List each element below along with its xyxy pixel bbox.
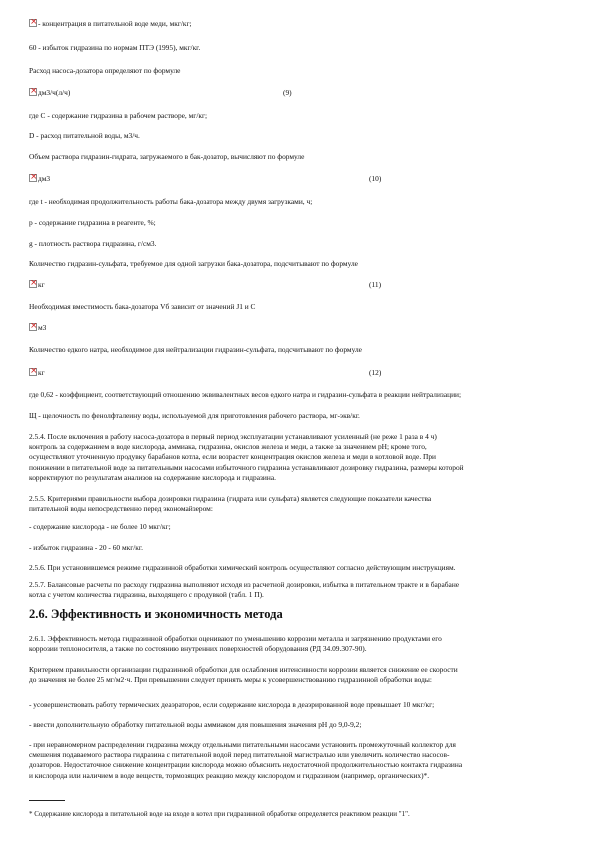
broken-image-icon: [29, 88, 37, 96]
text-line: Необходимая вместимость бака-дозатора Vб зависит от значений J1 и C: [29, 302, 256, 311]
equation-number: (11): [369, 280, 382, 289]
broken-image-icon: [29, 323, 37, 331]
broken-image-icon: [29, 19, 37, 27]
formula-line: ×кг: [29, 280, 573, 291]
formula-line: ×м3: [29, 323, 573, 334]
section-heading: 2.6. Эффективность и экономичность метода: [29, 607, 283, 621]
formula-line: ×дм3: [29, 174, 573, 185]
broken-image-icon: [29, 280, 37, 288]
text-line: Количество гидразин-сульфата, требуемое для одной загрузки бака-дозатора, подсчитывают по формуле: [29, 259, 358, 268]
text-line: где C - содержание гидразина в рабочем растворе, мг/кг;: [29, 111, 208, 120]
text-line: p - содержание гидразина в реагенте, %;: [29, 218, 156, 227]
equation-number: (9): [283, 88, 292, 97]
text-line: 60 - избыток гидразина по нормам ПТЭ (1995), мкг/кг.: [29, 43, 201, 52]
text-line: Объем раствора гидразин-гидрата, загружаемого в бак-дозатор, вычисляют по формуле: [29, 152, 305, 161]
footnote: * Содержание кислорода в питательной воде на входе в котел при гидразинной обработке определяется реактивом реакции "1".: [29, 810, 410, 818]
paragraph-2-5-6: 2.5.6. При установившемся режиме гидразинной обработки химический контроль осуществляют согласно действующим инструкциям.: [29, 563, 456, 572]
list-item: - ввести дополнительную обработку питательной воды аммиаком для повышения значения pH до 9,0-9,2;: [29, 720, 362, 729]
equation-number: (12): [369, 368, 382, 377]
paragraph-criterion: Критерием правильности организации гидразинной обработки для ослабления интенсивности коррозии является снижение ее скорости до значения не более 25 мг/м2·ч. При превышении следует принять меры к усовершенствованию гидразинной обработки воды:: [29, 665, 458, 685]
paragraph-2-5-4: 2.5.4. После включения в работу насоса-дозатора в первый период эксплуатации устанавливают усиленный (не реже 1 раза в 4 ч) контроль за содержанием в воде кислорода, аммиака, гидразина, окислов железа и меди, а также за значением pH; кроме того, осуществляют уточненную продувку барабанов котла, если возрастет концентрация окислов железа и меди в котловой воде. При понижении в питательной воде за питательными насосами избыточного гидразина устанавливают дозировку гидразина, размеры которой корректируют по результатам анализов на содержание кислорода и гидразина.: [29, 432, 464, 482]
footnote-divider: [29, 800, 65, 801]
paragraph-2-5-5: 2.5.5. Критериями правильности выбора дозировки гидразина (гидрата или сульфата) является следующие показатели качества питательной воды непосредственно перед экономайзером:: [29, 494, 432, 514]
list-item: - избыток гидразина - 20 - 60 мкг/кг.: [29, 543, 143, 552]
formula-line: ×дм3/ч(л/ч): [29, 88, 573, 99]
broken-image-icon: [29, 174, 37, 182]
equation-number: (10): [369, 174, 382, 183]
text-line: Щ - щелочность по фенолфталеину воды, используемой для приготовления рабочего раствора, мг-экв/кг.: [29, 411, 360, 420]
formula-line: ×кг: [29, 368, 573, 379]
list-item: - усовершенствовать работу термических деаэраторов, если содержание кислорода в деаэрированной воде превышает 10 мкг/кг;: [29, 700, 435, 709]
text-line: Количество едкого натра, необходимое для нейтрализации гидразин-сульфата, подсчитывают по формуле: [29, 345, 362, 354]
list-item: - содержание кислорода - не более 10 мкг/кг;: [29, 522, 171, 531]
text-line: где 0,62 - коэффициент, соответствующий отношению эквивалентных весов едкого натра и гидразин-сульфата в реакции нейтрализации;: [29, 390, 462, 399]
paragraph-recommendation: - при неравномерном распределении гидразина между отдельными питательными насосами установить промежуточный коллектор для смешения подаваемого раствора гидразина с питательной водой перед питательной магистралью или увеличить количество насосов- дозаторов. Недостаточное снижение концентрации кислорода можно объяснить недостаточной продолжительностью контакта гидразина и кислорода или наличием в воде веществ, тормозящих реакцию между кислородом и гидразином (например, органических)*.: [29, 740, 463, 780]
text-line: ×- концентрация в питательной воде меди, мкг/кг;: [29, 19, 573, 30]
text-line: Расход насоса-дозатора определяют по формуле: [29, 66, 181, 75]
text-line: g - плотность раствора гидразина, г/см3.: [29, 239, 157, 248]
paragraph-2-5-7: 2.5.7. Балансовые расчеты по расходу гидразина выполняют исходя из расчетной дозировки, избытка в питательном тракте и в барабане котла с учетом количества гидразина, выходящего с продувкой (табл. 1 П).: [29, 580, 460, 600]
paragraph-2-6-1: 2.6.1. Эффективность метода гидразинной обработки оценивают по уменьшению коррозии металла и загрязнению продуктами его коррозии теплоносителя, а также по состоянию внутренних поверхностей оборудования (РД 34.09.307-90).: [29, 634, 442, 654]
text-line: D - расход питательной воды, м3/ч.: [29, 131, 140, 140]
broken-image-icon: [29, 368, 37, 376]
text-line: где t - необходимая продолжительность работы бака-дозатора между двумя загрузками, ч;: [29, 197, 313, 206]
